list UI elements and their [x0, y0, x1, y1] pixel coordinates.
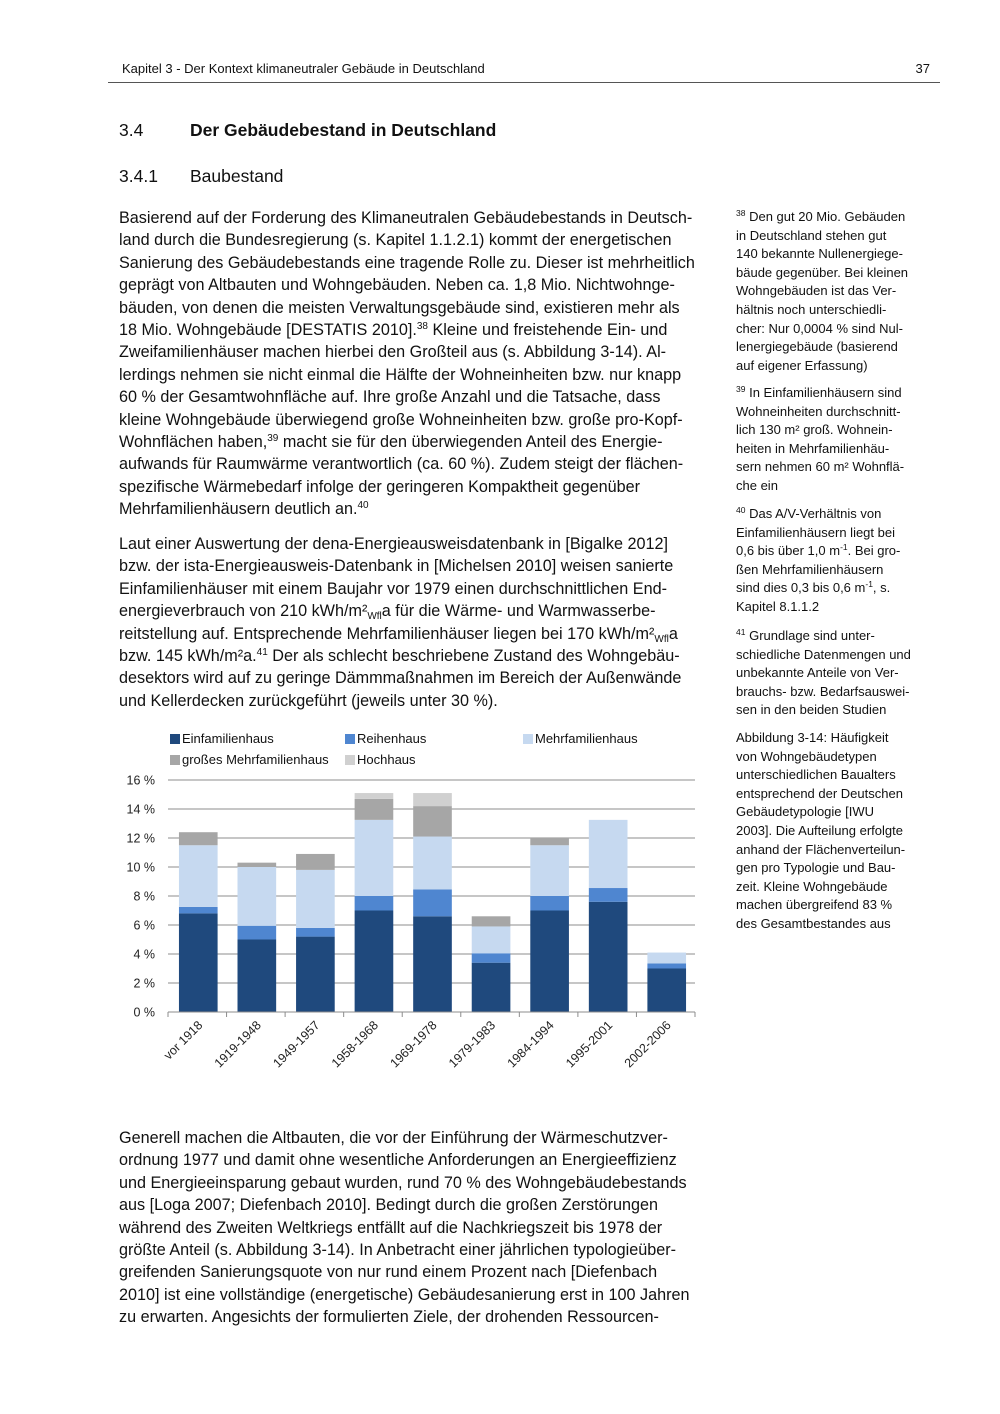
- bar-segment-großes-mehrfamilienhaus: [179, 832, 218, 845]
- bar-segment-reihenhaus: [413, 889, 452, 916]
- text-line: [736, 505, 936, 524]
- bar-segment-großes-mehrfamilienhaus: [296, 854, 335, 870]
- legend-label: Mehrfamilienhaus: [535, 731, 638, 746]
- text-segment: 18 Mio. Wohngebäude [DESTATIS 2010].: [119, 321, 417, 340]
- bar-segment-großes-mehrfamilienhaus: [355, 799, 394, 820]
- text-line: Basierend auf der Forderung des Klimaneutralen Gebäudebestands in Deutsch-: [119, 209, 693, 227]
- legend-label: Hochhaus: [357, 752, 416, 767]
- bar-segment-mehrfamilienhaus: [296, 870, 335, 928]
- x-tick-label: 1919-1948: [211, 1018, 264, 1071]
- text-segment: . Bei gro-: [847, 543, 901, 559]
- text-line: geprägt von Altbauten und Wohngebäuden. Neben ca. 1,8 Mio. Nichtwohnge-: [119, 276, 675, 295]
- text-line: Wohngebäuden ist das Ver-: [736, 283, 897, 299]
- text-segment: In Einfamilienhäusern sind: [749, 385, 902, 400]
- text-line: ordnung 1977 und damit ohne wesentliche Anforderungen an Energieeffizienz: [119, 1151, 677, 1170]
- text-line: spezifische Wärmebedarf infolge der geringeren Kompaktheit gegenüber: [119, 477, 641, 496]
- bar-segment-einfamilienhaus: [413, 916, 452, 1012]
- x-tick-label: 1969-1978: [387, 1018, 440, 1071]
- legend-label: großes Mehrfamilienhaus: [182, 752, 329, 767]
- footnote-number: 39: [736, 384, 746, 394]
- bar-segment-mehrfamilienhaus: [355, 820, 394, 896]
- footnote-39: [736, 384, 936, 496]
- text-line: sern nehmen 60 m² Wohnflä-: [736, 459, 905, 475]
- text-line: 2003]. Die Aufteilung erfolgte: [736, 822, 903, 838]
- bar-segment-mehrfamilienhaus: [238, 867, 277, 926]
- legend-label: Reihenhaus: [357, 731, 427, 746]
- text-line: Kapitel 8.1.1.2: [736, 598, 820, 614]
- page-number: 37: [915, 61, 930, 76]
- bar-segment-hochhaus: [413, 793, 452, 806]
- y-tick-label: 2 %: [133, 976, 155, 991]
- bar-segment-einfamilienhaus: [296, 937, 335, 1012]
- bar-segment-mehrfamilienhaus: [179, 845, 218, 907]
- subscript: Wfl: [367, 611, 382, 623]
- text-line: größte Anteil (s. Abbildung 3-14). In Anbetracht einer jährlichen typologieüber-: [119, 1241, 677, 1260]
- paragraph-2: [119, 533, 719, 712]
- text-line: che ein: [736, 477, 778, 493]
- x-tick-label: 1949-1957: [270, 1018, 323, 1071]
- text-line: bäude gegenüber. Bei kleinen: [736, 264, 909, 280]
- footnote-ref-40[interactable]: 40: [357, 500, 369, 512]
- text-line: Laut einer Auswertung der dena-Energieausweisdatenbank in [Bigalke 2012]: [119, 535, 668, 553]
- bar-segment-einfamilienhaus: [530, 911, 569, 1013]
- text-segment: Grundlage sind unter-: [749, 628, 875, 643]
- x-tick-label: 1984-1994: [504, 1018, 557, 1071]
- text-line: zeit. Kleine Wohngebäude: [736, 878, 888, 894]
- text-line: des Gesamtbestandes aus: [736, 915, 891, 931]
- text-line: lerdings nehmen sie nicht einmal die Hälfte der Wohneinheiten bzw. nur knapp: [119, 365, 682, 384]
- chart-plot: [108, 725, 708, 1105]
- text-segment: 0,6 bis über 1,0 m: [736, 543, 841, 559]
- legend-label: Einfamilienhaus: [182, 731, 274, 746]
- footnote-ref-39[interactable]: 39: [267, 433, 279, 445]
- superscript: -1: [840, 542, 848, 553]
- text-line: cher: Nur 0,0004 % sind Nul-: [736, 320, 903, 336]
- bar-segment-mehrfamilienhaus: [589, 820, 628, 888]
- text-line: Wohneinheiten durchschnitt-: [736, 403, 901, 419]
- bar-segment-einfamilienhaus: [179, 913, 218, 1012]
- text-line: [119, 431, 719, 453]
- footnote-number: 38: [736, 208, 746, 218]
- figure-caption: [736, 729, 936, 934]
- text-segment: Der als schlecht beschriebene Zustand des Wohngebäu-: [267, 647, 680, 666]
- text-line: 140 bekannte Nullenergiege-: [736, 246, 903, 262]
- text-line: bäuden, von denen die meisten Verwaltungsgebäude sind, existieren mehr als: [119, 298, 680, 317]
- bar-segment-reihenhaus: [179, 907, 218, 914]
- text-line: Einfamilienhäusern liegt bei: [736, 524, 895, 540]
- running-header: [108, 60, 940, 83]
- bar-segment-reihenhaus: [589, 888, 628, 902]
- text-line: und Energieeinsparung gebaut wurden, rund 70 % des Wohngebäudebestands: [119, 1173, 687, 1192]
- text-line: Einfamilienhäuser mit einem Baujahr vor 1979 einen durchschnittlichen End-: [119, 579, 667, 598]
- text-line: Zweifamilienhäuser machen hierbei den Großteil aus (s. Abbildung 3-14). Al-: [119, 343, 667, 362]
- bar-segment-reihenhaus: [472, 953, 511, 962]
- text-line: aufwands für Raumwärme verantwortlich (ca. 60 %). Zudem steigt der flächen-: [119, 455, 684, 474]
- bar-segment-mehrfamilienhaus: [472, 926, 511, 953]
- text-segment: Das A/V-Verhältnis von: [749, 506, 882, 521]
- bar-segment-mehrfamilienhaus: [413, 837, 452, 890]
- footnote-number: 41: [736, 627, 746, 637]
- paragraph-3: [119, 1127, 719, 1329]
- text-line: machen übergreifend 83 %: [736, 897, 893, 913]
- text-line: ßen Mehrfamilienhäusern: [736, 561, 884, 577]
- text-segment: Kleine und freistehende Ein- und: [427, 321, 668, 340]
- bar-segment-großes-mehrfamilienhaus: [472, 916, 511, 926]
- bar-segment-reihenhaus: [238, 926, 277, 940]
- footnote-number: 40: [736, 505, 746, 515]
- text-segment: Wohnflächen haben,: [119, 433, 268, 452]
- text-segment: sind dies 0,3 bis 0,6 m: [736, 580, 866, 596]
- text-segment: Mehrfamilienhäusern deutlich an.: [119, 500, 358, 519]
- text-line: [119, 600, 719, 622]
- text-line: [119, 319, 719, 341]
- text-line: Sanierung des Gebäudebestands eine tragende Rolle zu. Dieser ist mehrheitlich: [119, 253, 695, 272]
- bar-segment-mehrfamilienhaus: [530, 845, 569, 896]
- y-tick-label: 0 %: [133, 1005, 155, 1020]
- bar-segment-großes-mehrfamilienhaus: [413, 806, 452, 836]
- text-line: greifenden Sanierungsquote von nur rund einem Prozent nach [Diefenbach: [119, 1263, 658, 1282]
- subscript: Wfl: [654, 633, 669, 645]
- subsection-title: Baubestand: [190, 166, 284, 186]
- text-line: [736, 208, 936, 227]
- subsection-number: 3.4.1: [119, 166, 158, 186]
- bar-segment-mehrfamilienhaus: [647, 953, 686, 964]
- text-line: von Wohngebäudetypen: [736, 748, 877, 764]
- text-segment: bzw. 145 kWh/m²a.: [119, 647, 257, 666]
- stacked-bar-chart: [108, 725, 708, 1105]
- y-tick-label: 4 %: [133, 947, 155, 962]
- text-line: Generell machen die Altbauten, die vor der Einführung der Wärmeschutzver-: [119, 1129, 668, 1147]
- text-line: heiten in Mehrfamilienhäu-: [736, 440, 890, 456]
- section-number: 3.4: [119, 120, 144, 140]
- chapter-title: Kapitel 3 - Der Kontext klimaneutraler Gebäude in Deutschland: [122, 61, 485, 76]
- text-line: [736, 542, 936, 561]
- footnote-38: [736, 208, 936, 375]
- bar-segment-einfamilienhaus: [355, 911, 394, 1013]
- bar-segment-großes-mehrfamilienhaus: [530, 838, 569, 845]
- text-line: Gebäudetypologie [IWU: [736, 804, 875, 820]
- bar-segment-einfamilienhaus: [472, 963, 511, 1012]
- y-tick-label: 12 %: [126, 831, 155, 846]
- footnote-40: [736, 505, 936, 617]
- y-tick-label: 8 %: [133, 889, 155, 904]
- text-line: entsprechend der Deutschen: [736, 785, 903, 801]
- x-tick-label: 1995-2001: [563, 1018, 616, 1071]
- text-segment: a für die Wärme- und Warmwasserbe-: [381, 602, 656, 621]
- text-line: [736, 627, 936, 646]
- text-line: Abbildung 3-14: Häufigkeit: [736, 730, 889, 745]
- text-line: auf eigener Erfassung): [736, 357, 868, 373]
- bar-segment-einfamilienhaus: [589, 902, 628, 1012]
- y-tick-label: 6 %: [133, 918, 155, 933]
- text-line: hältnis noch unterschiedli-: [736, 301, 887, 317]
- bar-segment-reihenhaus: [355, 896, 394, 911]
- text-line: lich 130 m² groß. Wohnein-: [736, 422, 893, 438]
- text-line: [119, 498, 719, 520]
- bar-segment-reihenhaus: [647, 963, 686, 968]
- text-line: sen in den beiden Studien: [736, 702, 887, 718]
- text-segment: macht sie für den überwiegenden Anteil des Energie-: [278, 433, 663, 452]
- text-segment: Den gut 20 Mio. Gebäuden: [749, 209, 906, 224]
- text-line: aus [Loga 2007; Diefenbach 2010]. Bedingt durch die großen Zerstörungen: [119, 1196, 659, 1215]
- text-line: während des Zweiten Weltkriegs entfällt auf die Nachkriegszeit bis 1978 der: [119, 1218, 663, 1237]
- y-tick-label: 14 %: [126, 802, 155, 817]
- y-tick-label: 16 %: [126, 773, 155, 788]
- text-line: schiedliche Datenmengen und: [736, 646, 911, 662]
- text-line: 60 % der Gesamtwohnfläche auf. Ihre große Anzahl und die Tatsache, dass: [119, 388, 661, 407]
- x-tick-label: vor 1918: [161, 1018, 206, 1063]
- text-line: lenergiegebäude (basierend: [736, 339, 898, 355]
- text-line: 2010] ist eine vollständige (energetische) Gebäudesanierung erst in 100 Jahren: [119, 1285, 690, 1304]
- x-tick-label: 1979-1983: [446, 1018, 499, 1071]
- text-line: gen pro Typologie und Bau-: [736, 860, 896, 876]
- text-segment: reitstellung auf. Entsprechende Mehrfamilienhäuser liegen bei 170 kWh/m²: [119, 624, 655, 643]
- text-segment: energieverbrauch von 210 kWh/m²: [119, 602, 368, 621]
- footnote-41: [736, 627, 936, 720]
- text-line: unterschiedlichen Baualters: [736, 767, 896, 783]
- superscript: -1: [865, 579, 873, 590]
- text-line: [119, 645, 719, 667]
- text-line: zu erwarten. Angesichts der formulierten Ziele, der drohenden Ressourcen-: [119, 1308, 659, 1327]
- y-tick-label: 10 %: [126, 860, 155, 875]
- text-line: in Deutschland stehen gut: [736, 227, 887, 243]
- bar-segment-einfamilienhaus: [647, 969, 686, 1013]
- text-line: anhand der Flächenverteilun-: [736, 841, 906, 857]
- paragraph-1: [119, 207, 719, 521]
- text-line: bzw. der ista-Energieausweis-Datenbank in [Michelsen 2010] weisen sanierte: [119, 557, 674, 576]
- footnote-ref-41[interactable]: 41: [256, 647, 268, 659]
- x-tick-label: 1958-1968: [328, 1018, 382, 1071]
- bar-segment-einfamilienhaus: [238, 940, 277, 1013]
- bar-segment-reihenhaus: [530, 896, 569, 911]
- text-line: und Kellerdecken zurückgeführt (jeweils unter 30 %).: [119, 691, 498, 710]
- text-line: [736, 579, 936, 598]
- text-segment: , s.: [872, 580, 891, 596]
- text-line: [736, 384, 936, 403]
- bar-segment-großes-mehrfamilienhaus: [238, 863, 277, 867]
- text-line: [119, 623, 719, 645]
- text-line: brauchs- bzw. Bedarfsauswei-: [736, 683, 910, 699]
- text-line: unbekannte Anteile von Ver-: [736, 665, 899, 681]
- text-line: land durch die Bundesregierung (s. Kapitel 1.1.2.1) kommt der energetischen: [119, 231, 672, 250]
- x-tick-label: 2002-2006: [621, 1018, 674, 1071]
- text-segment: a: [668, 624, 678, 643]
- text-line: kleine Wohngebäude überwiegend große Wohneinheiten bzw. große pro-Kopf-: [119, 410, 683, 429]
- footnote-ref-38[interactable]: 38: [416, 321, 428, 333]
- bar-segment-hochhaus: [355, 793, 394, 799]
- bar-segment-reihenhaus: [296, 928, 335, 937]
- section-title: Der Gebäudebestand in Deutschland: [190, 120, 497, 140]
- text-line: desektors wird auf zu geringe Dämmmaßnahmen im Bereich der Außenwände: [119, 669, 682, 688]
